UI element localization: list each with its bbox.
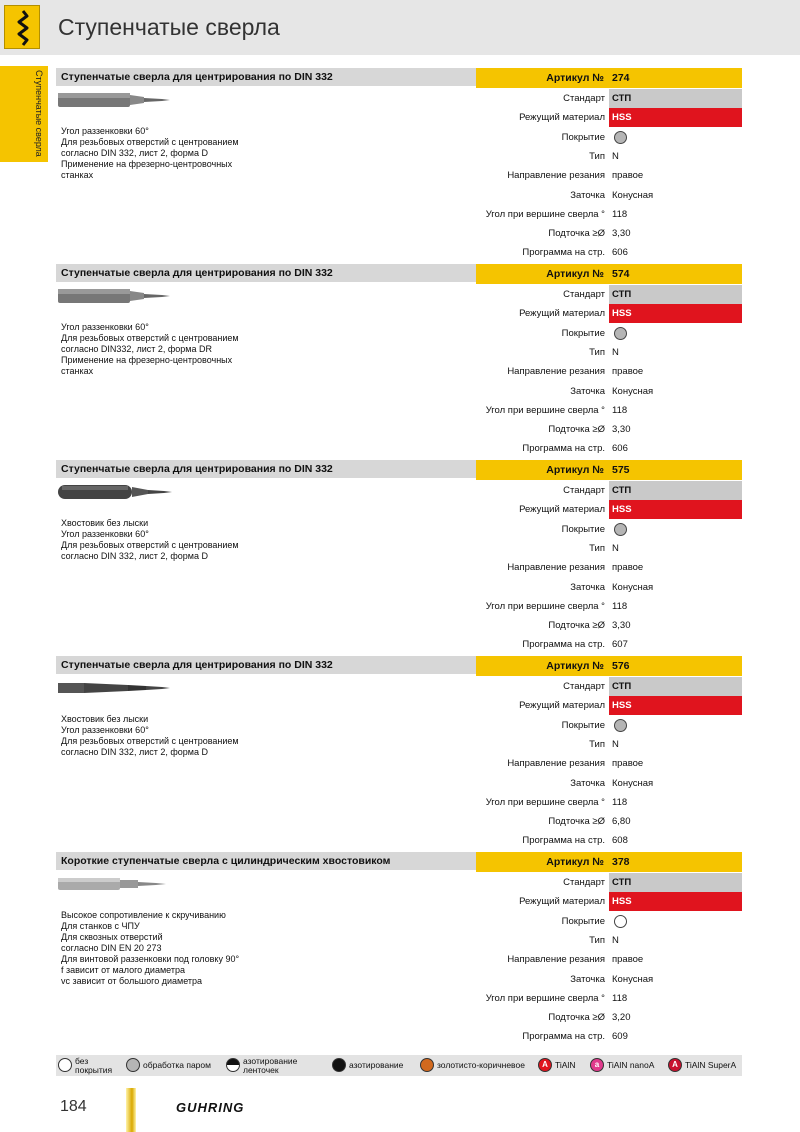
description-line: Для резьбовых отверстий с центрованием: [61, 333, 239, 343]
spec-value: 608: [612, 835, 628, 847]
spec-value: HSS: [612, 308, 632, 320]
description-line: станках: [61, 366, 94, 376]
spec-row-program: [476, 635, 742, 654]
spec-label: Угол при вершине сверла °: [485, 992, 605, 1004]
spec-label: Угол при вершине сверла °: [485, 796, 605, 808]
description-line: согласно DIN 332, лист 2, форма D: [61, 747, 208, 757]
spec-row-standard: [476, 677, 742, 696]
spec-row-coating: [476, 912, 742, 931]
spec-label: Стандарт: [563, 93, 605, 104]
spec-label: Тип: [589, 934, 605, 946]
spec-label: Тип: [589, 150, 605, 162]
article-label: Артикул №: [546, 464, 604, 476]
spec-value: правое: [612, 954, 644, 966]
spec-value: 3,30: [612, 228, 631, 240]
spec-row-tip-angle: [476, 205, 742, 224]
spec-label: Режущий материал: [519, 112, 605, 124]
black-circle-icon: [332, 1058, 346, 1072]
drill-image: [58, 90, 178, 115]
spec-value: СТП: [612, 289, 632, 300]
spec-value: правое: [612, 562, 644, 574]
spec-row-standard: [476, 285, 742, 304]
spec-row-predrill: [476, 616, 742, 635]
legend-label: без: [75, 1056, 89, 1066]
spec-value: 606: [612, 443, 628, 455]
spec-label: Заточка: [570, 385, 605, 397]
description-line: vc зависит от большого диаметра: [61, 976, 203, 986]
spec-row-coating: [476, 324, 742, 343]
spec-value: СТП: [612, 681, 632, 692]
spec-label: Направление резания: [507, 954, 605, 966]
spec-label: Направление резания: [507, 562, 605, 574]
coating-legend: [56, 1055, 742, 1076]
side-section-tab: [0, 66, 48, 162]
article-label: Артикул №: [546, 72, 604, 84]
legend-label: ленточек: [243, 1065, 279, 1075]
brand-logo: GUHRING: [176, 1100, 245, 1115]
spec-row-type: [476, 735, 742, 754]
spec-row-sharpening: [476, 578, 742, 597]
spec-label: Стандарт: [563, 289, 605, 300]
spec-row-standard: [476, 873, 742, 892]
article-label: Артикул №: [546, 660, 604, 672]
spec-row-tip-angle: [476, 793, 742, 812]
product-title: Ступенчатые сверла для центрирования по DIN 332: [61, 71, 333, 83]
gray-circle-icon: [614, 327, 627, 340]
spec-row-direction: [476, 362, 742, 381]
spec-label: Подточка ≥Ø: [548, 1012, 605, 1024]
spec-row-coating: [476, 128, 742, 147]
spec-label: Стандарт: [563, 681, 605, 692]
spec-row-material: [476, 892, 742, 911]
product-block: [56, 852, 742, 1042]
spec-row-sharpening: [476, 970, 742, 989]
spec-value: HSS: [612, 112, 632, 124]
drill-bit-icon: [4, 5, 40, 49]
description-line: Угол раззенковки 60°: [61, 126, 149, 136]
spec-row-material: [476, 696, 742, 715]
spec-value: Конусная: [612, 777, 654, 789]
spec-label: Угол при вершине сверла °: [485, 208, 605, 220]
spec-label: Покрытие: [561, 719, 605, 731]
legend-label: азотирование: [243, 1056, 298, 1066]
spec-label: Тип: [589, 542, 605, 554]
spec-label: Покрытие: [561, 131, 605, 143]
spec-value: 3,30: [612, 424, 631, 436]
drill-image: [58, 874, 178, 899]
spec-row-program: [476, 243, 742, 262]
spec-row-type: [476, 147, 742, 166]
spec-label: Стандарт: [563, 877, 605, 888]
spec-row-direction: [476, 754, 742, 773]
spec-row-type: [476, 343, 742, 362]
spec-value: 118: [612, 992, 628, 1004]
spec-value: HSS: [612, 504, 632, 516]
spec-label: Покрытие: [561, 327, 605, 339]
gray-circle-icon: [614, 131, 627, 144]
description-line: Угол раззенковки 60°: [61, 322, 149, 332]
spec-value: N: [612, 150, 619, 162]
spec-label: Тип: [589, 346, 605, 358]
tialn-supera-icon: A: [668, 1058, 682, 1072]
description-line: Высокое сопротивление к скручиванию: [61, 910, 226, 920]
spec-row-predrill: [476, 420, 742, 439]
spec-label: Направление резания: [507, 366, 605, 378]
description-line: согласно DIN 332, лист 2, форма D: [61, 148, 208, 158]
spec-label: Стандарт: [563, 485, 605, 496]
description-line: Хвостовик без лыски: [61, 714, 149, 724]
article-number: 378: [612, 856, 630, 868]
spec-row-material: [476, 500, 742, 519]
spec-row-sharpening: [476, 382, 742, 401]
spec-row-type: [476, 539, 742, 558]
gray-circle-icon: [614, 523, 627, 536]
spec-value: правое: [612, 170, 644, 182]
description-line: Для резьбовых отверстий с центрованием: [61, 736, 239, 746]
spec-row-predrill: [476, 812, 742, 831]
spec-row-direction: [476, 166, 742, 185]
description-line: согласно DIN 332, лист 2, форма D: [61, 551, 208, 561]
spec-value: N: [612, 542, 619, 554]
drill-image: [58, 678, 178, 703]
description-line: станках: [61, 170, 94, 180]
spec-value: СТП: [612, 485, 632, 496]
page-title: Ступенчатые сверла: [58, 14, 280, 40]
spec-label: Подточка ≥Ø: [548, 228, 605, 240]
spec-label: Покрытие: [561, 915, 605, 927]
half-black-circle-icon: [226, 1058, 240, 1072]
article-label: Артикул №: [546, 856, 604, 868]
product-block: [56, 460, 742, 650]
product-block: [56, 264, 742, 454]
spec-row-tip-angle: [476, 401, 742, 420]
drill-image: [58, 482, 178, 507]
footer-stripe: [126, 1088, 136, 1132]
product-title-bar: [56, 264, 476, 282]
empty-circle-icon: [58, 1058, 72, 1072]
spec-label: Режущий материал: [519, 896, 605, 908]
spec-row-program: [476, 1027, 742, 1046]
page-header: [0, 0, 800, 55]
spec-label: Тип: [589, 738, 605, 750]
spec-row-direction: [476, 558, 742, 577]
spec-label: Подточка ≥Ø: [548, 620, 605, 632]
spec-label: Режущий материал: [519, 700, 605, 712]
spec-label: Заточка: [570, 777, 605, 789]
spec-label: Заточка: [570, 581, 605, 593]
spec-value: 3,30: [612, 620, 631, 632]
spec-value: 118: [612, 208, 628, 220]
description-line: Для сквозных отверстий: [61, 932, 163, 942]
spec-label: Подточка ≥Ø: [548, 424, 605, 436]
article-bar: [476, 852, 742, 872]
spec-value: N: [612, 934, 619, 946]
description-line: Применение на фрезерно-центровочных: [61, 159, 233, 169]
empty-circle-icon: [614, 915, 627, 928]
article-number: 576: [612, 660, 630, 672]
legend-label: обработка паром: [143, 1060, 211, 1070]
article-bar: [476, 264, 742, 284]
article-bar: [476, 656, 742, 676]
product-title-bar: [56, 852, 476, 870]
spec-value: 118: [612, 600, 628, 612]
description-line: согласно DIN332, лист 2, форма DR: [61, 344, 212, 354]
spec-label: Заточка: [570, 973, 605, 985]
product-title-bar: [56, 656, 476, 674]
spec-row-predrill: [476, 1008, 742, 1027]
product-description: [61, 910, 281, 987]
article-bar: [476, 68, 742, 88]
spec-row-type: [476, 931, 742, 950]
spec-value: 606: [612, 247, 628, 259]
spec-row-predrill: [476, 224, 742, 243]
side-tab-label: Ступенчатые сверла: [34, 70, 44, 157]
product-title: Короткие ступенчатые сверла с цилиндрическим хвостовиком: [61, 855, 391, 867]
spec-row-sharpening: [476, 774, 742, 793]
description-line: Для станков с ЧПУ: [61, 921, 140, 931]
article-bar: [476, 460, 742, 480]
product-description: [61, 126, 281, 181]
description-line: Для резьбовых отверстий с центрованием: [61, 540, 239, 550]
spec-value: Конусная: [612, 973, 654, 985]
description-line: Применение на фрезерно-центровочных: [61, 355, 233, 365]
description-line: согласно DIN EN 20 273: [61, 943, 162, 953]
spec-value: СТП: [612, 93, 632, 104]
spec-label: Программа на стр.: [522, 247, 605, 259]
description-line: Угол раззенковки 60°: [61, 529, 149, 539]
spec-row-material: [476, 304, 742, 323]
spec-label: Программа на стр.: [522, 835, 605, 847]
spec-value: N: [612, 738, 619, 750]
article-label: Артикул №: [546, 268, 604, 280]
product-description: [61, 518, 281, 562]
spec-row-tip-angle: [476, 989, 742, 1008]
spec-label: Программа на стр.: [522, 443, 605, 455]
product-block: [56, 68, 742, 258]
spec-value: правое: [612, 366, 644, 378]
spec-label: Направление резания: [507, 758, 605, 770]
product-title-bar: [56, 460, 476, 478]
spec-label: Направление резания: [507, 170, 605, 182]
product-description: [61, 714, 281, 758]
product-title: Ступенчатые сверла для центрирования по DIN 332: [61, 463, 333, 475]
description-line: Для резьбовых отверстий с центрованием: [61, 137, 239, 147]
spec-row-coating: [476, 520, 742, 539]
article-number: 575: [612, 464, 630, 476]
spec-label: Режущий материал: [519, 504, 605, 516]
gray-circle-icon: [614, 719, 627, 732]
product-title-bar: [56, 68, 476, 86]
spec-value: HSS: [612, 896, 632, 908]
page-number: 184: [60, 1098, 87, 1115]
spec-value: 609: [612, 1031, 628, 1043]
spec-row-sharpening: [476, 186, 742, 205]
spec-value: HSS: [612, 700, 632, 712]
product-block: [56, 656, 742, 846]
legend-label: азотирование: [349, 1060, 404, 1070]
spec-label: Угол при вершине сверла °: [485, 600, 605, 612]
spec-value: 3,20: [612, 1012, 631, 1024]
spec-label: Программа на стр.: [522, 639, 605, 651]
spec-value: 118: [612, 796, 628, 808]
legend-label: TiAlN nanoA: [607, 1060, 655, 1070]
spec-value: правое: [612, 758, 644, 770]
article-number: 574: [612, 268, 630, 280]
legend-label: покрытия: [75, 1065, 113, 1075]
spec-row-material: [476, 108, 742, 127]
spec-row-coating: [476, 716, 742, 735]
tialn-nanoa-icon: a: [590, 1058, 604, 1072]
drill-image: [58, 286, 178, 311]
spec-label: Угол при вершине сверла °: [485, 404, 605, 416]
description-line: Для винтовой раззенковки под головку 90°: [61, 954, 240, 964]
article-number: 274: [612, 72, 630, 84]
brown-circle-icon: [420, 1058, 434, 1072]
spec-label: Покрытие: [561, 523, 605, 535]
spec-row-standard: [476, 481, 742, 500]
description-line: f зависит от малого диаметра: [61, 965, 185, 975]
tialn-icon: A: [538, 1058, 552, 1072]
spec-value: Конусная: [612, 189, 654, 201]
spec-value: 118: [612, 404, 628, 416]
spec-value: N: [612, 346, 619, 358]
spec-label: Подточка ≥Ø: [548, 816, 605, 828]
description-line: Хвостовик без лыски: [61, 518, 149, 528]
legend-label: TiAlN SuperA: [685, 1060, 737, 1070]
description-line: Угол раззенковки 60°: [61, 725, 149, 735]
spec-label: Режущий материал: [519, 308, 605, 320]
spec-row-program: [476, 831, 742, 850]
spec-value: СТП: [612, 877, 632, 888]
spec-value: Конусная: [612, 385, 654, 397]
spec-row-direction: [476, 950, 742, 969]
spec-label: Заточка: [570, 189, 605, 201]
spec-row-tip-angle: [476, 597, 742, 616]
spec-row-standard: [476, 89, 742, 108]
spec-value: 6,80: [612, 816, 631, 828]
legend-label: TiAlN: [555, 1060, 576, 1070]
spec-value: 607: [612, 639, 628, 651]
product-title: Ступенчатые сверла для центрирования по DIN 332: [61, 659, 333, 671]
product-description: [61, 322, 281, 377]
product-title: Ступенчатые сверла для центрирования по DIN 332: [61, 267, 333, 279]
spec-value: Конусная: [612, 581, 654, 593]
spec-row-program: [476, 439, 742, 458]
spec-label: Программа на стр.: [522, 1031, 605, 1043]
legend-label: золотисто-коричневое: [437, 1060, 525, 1070]
gray-circle-icon: [126, 1058, 140, 1072]
